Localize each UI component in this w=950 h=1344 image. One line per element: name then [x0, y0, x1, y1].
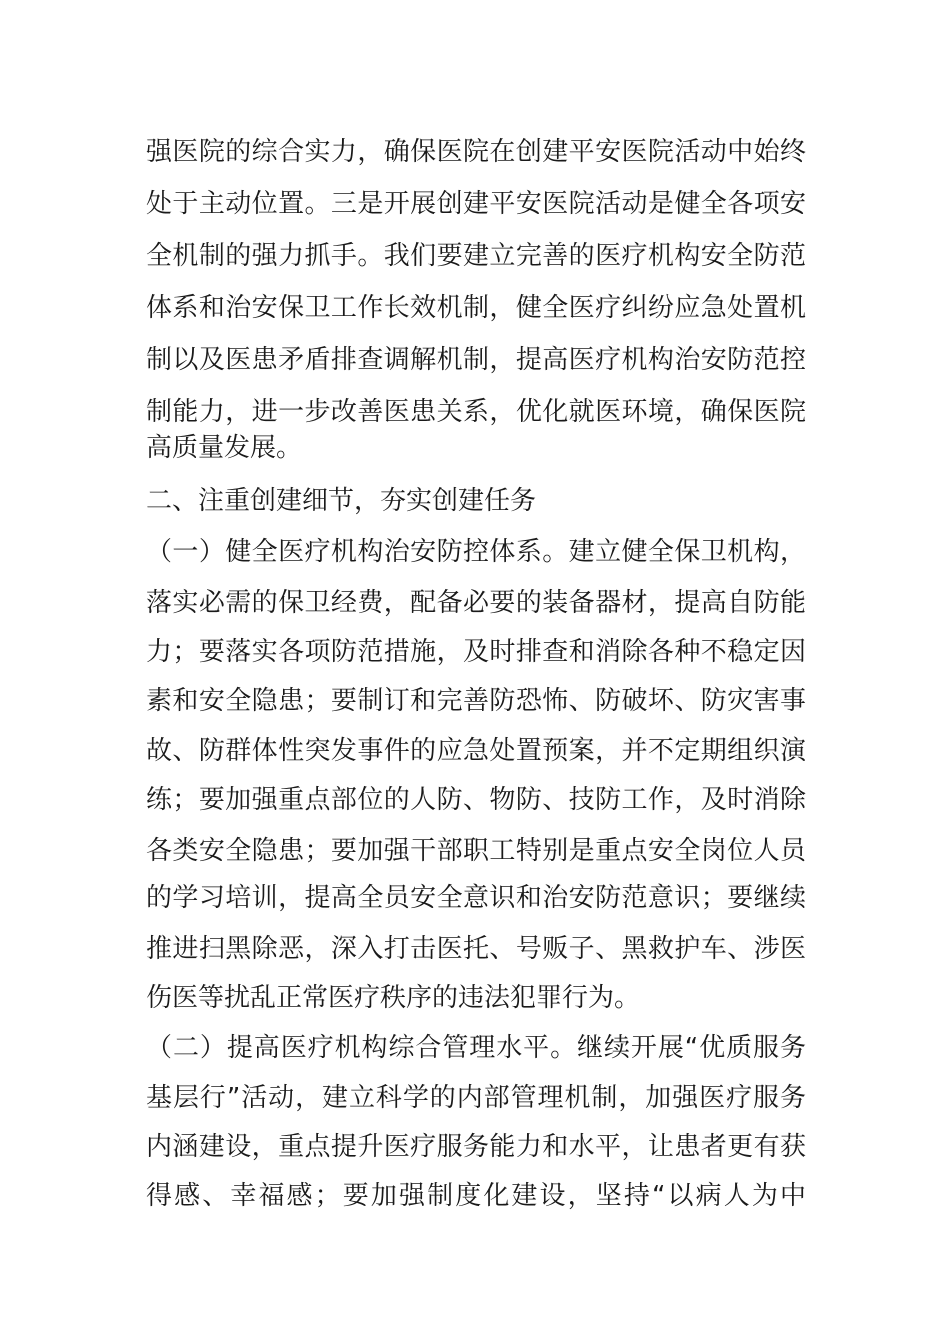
text-line: 强医院的综合实力，确保医院在创建平安医院活动中始终	[146, 137, 806, 167]
text-line: 素和安全隐患；要制订和完善防恐怖、防破坏、防灾害事	[146, 686, 806, 716]
text-line: 落实必需的保卫经费，配备必要的装备器材，提高自防能	[146, 588, 806, 618]
subsection-heading-line: （一）健全医疗机构治安防控体系。建立健全保卫机构，	[146, 537, 806, 567]
text-line: 得感、幸福感；要加强制度化建设，坚持“以病人为中	[146, 1181, 806, 1211]
text-line: 制以及医患矛盾排查调解机制，提高医疗机构治安防范控	[146, 345, 806, 375]
text-line: 内涵建设，重点提升医疗服务能力和水平，让患者更有获	[146, 1132, 806, 1162]
text-line: 力；要落实各项防范措施，及时排查和消除各种不稳定因	[146, 637, 806, 667]
text-line: 制能力，进一步改善医患关系，优化就医环境，确保医院	[146, 397, 806, 427]
text-line: 推进扫黑除恶，深入打击医托、号贩子、黑救护车、涉医	[146, 934, 806, 964]
section-heading: 二、注重创建细节，夯实创建任务	[146, 486, 537, 516]
text-line: 的学习培训，提高全员安全意识和治安防范意识；要继续	[146, 883, 806, 913]
paragraph-end-line: 高质量发展。	[146, 433, 303, 463]
text-line: 基层行”活动，建立科学的内部管理机制，加强医疗服务	[146, 1083, 806, 1113]
paragraph-end-line: 伤医等扰乱正常医疗秩序的违法犯罪行为。	[146, 983, 641, 1013]
text-line: 练；要加强重点部位的人防、物防、技防工作，及时消除	[146, 785, 806, 815]
text-line: 故、防群体性突发事件的应急处置预案，并不定期组织演	[146, 736, 806, 766]
subsection-heading-line: （二）提高医疗机构综合管理水平。继续开展“优质服务	[146, 1033, 806, 1063]
text-line: 处于主动位置。三是开展创建平安医院活动是健全各项安	[146, 189, 806, 219]
text-line: 全机制的强力抓手。我们要建立完善的医疗机构安全防范	[146, 241, 806, 271]
text-line: 各类安全隐患；要加强干部职工特别是重点安全岗位人员	[146, 836, 806, 866]
text-line: 体系和治安保卫工作长效机制，健全医疗纠纷应急处置机	[146, 293, 806, 323]
